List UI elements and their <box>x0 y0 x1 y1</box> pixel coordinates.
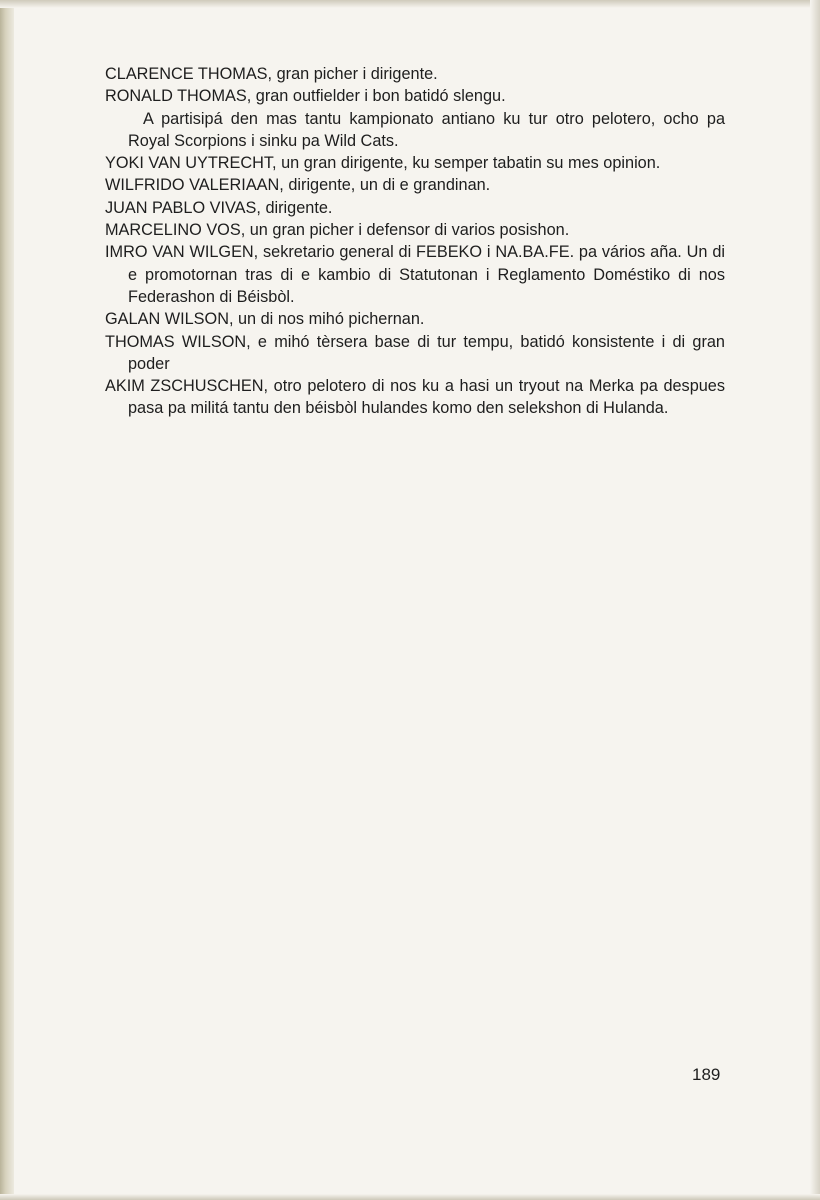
entry-clarence-thomas: CLARENCE THOMAS, gran picher i dirigente. <box>105 65 438 83</box>
entry-ronald-thomas-continuation: A partisipá den mas tantu kampionato antiano ku tur otro pelotero, ocho pa Royal Scorpions i sinku pa Wild Cats. <box>128 109 725 150</box>
page-top-edge <box>0 0 820 8</box>
entry-yoki-van-uytrecht: YOKI VAN UYTRECHT, un gran dirigente, ku semper tabatin su mes opinion. <box>105 154 661 173</box>
page-bottom-edge <box>0 1194 820 1200</box>
entry-imro-van-wilgen: IMRO VAN WILGEN, sekretario general di FEBEKO i NA.BA.FE. pa vários aña. Un di e promotornan tras di e kambio di Statutonan i Reglamento Doméstiko di nos Federashon di Béisbòl. <box>105 243 725 306</box>
entry-juan-pablo-vivas: JUAN PABLO VIVAS, dirigente. <box>105 198 333 217</box>
entries-list <box>105 63 725 420</box>
entry-wilfrido-valeriaan: WILFRIDO VALERIAAN, dirigente, un di e grandinan. <box>105 176 491 195</box>
entry-ronald-thomas: RONALD THOMAS, gran outfielder i bon batidó slengu. <box>105 87 506 106</box>
page-right-edge <box>810 0 820 1200</box>
page-number: 189 <box>692 1065 721 1084</box>
entry-galan-wilson: GALAN WILSON, un di nos mihó pichernan. <box>105 310 425 329</box>
page-binding-edge <box>0 0 14 1200</box>
entry-thomas-wilson: THOMAS WILSON, e mihó tèrsera base di tur tempu, batidó konsistente i di gran poder <box>105 332 725 373</box>
entry-marcelino-vos: MARCELINO VOS, un gran picher i defensor di varios posishon. <box>105 221 570 240</box>
entry-akim-zschuschen: AKIM ZSCHUSCHEN, otro pelotero di nos ku a hasi un tryout na Merka pa despues pasa pa militá tantu den béisbòl hulandes komo den selekshon di Hulanda. <box>105 377 725 418</box>
